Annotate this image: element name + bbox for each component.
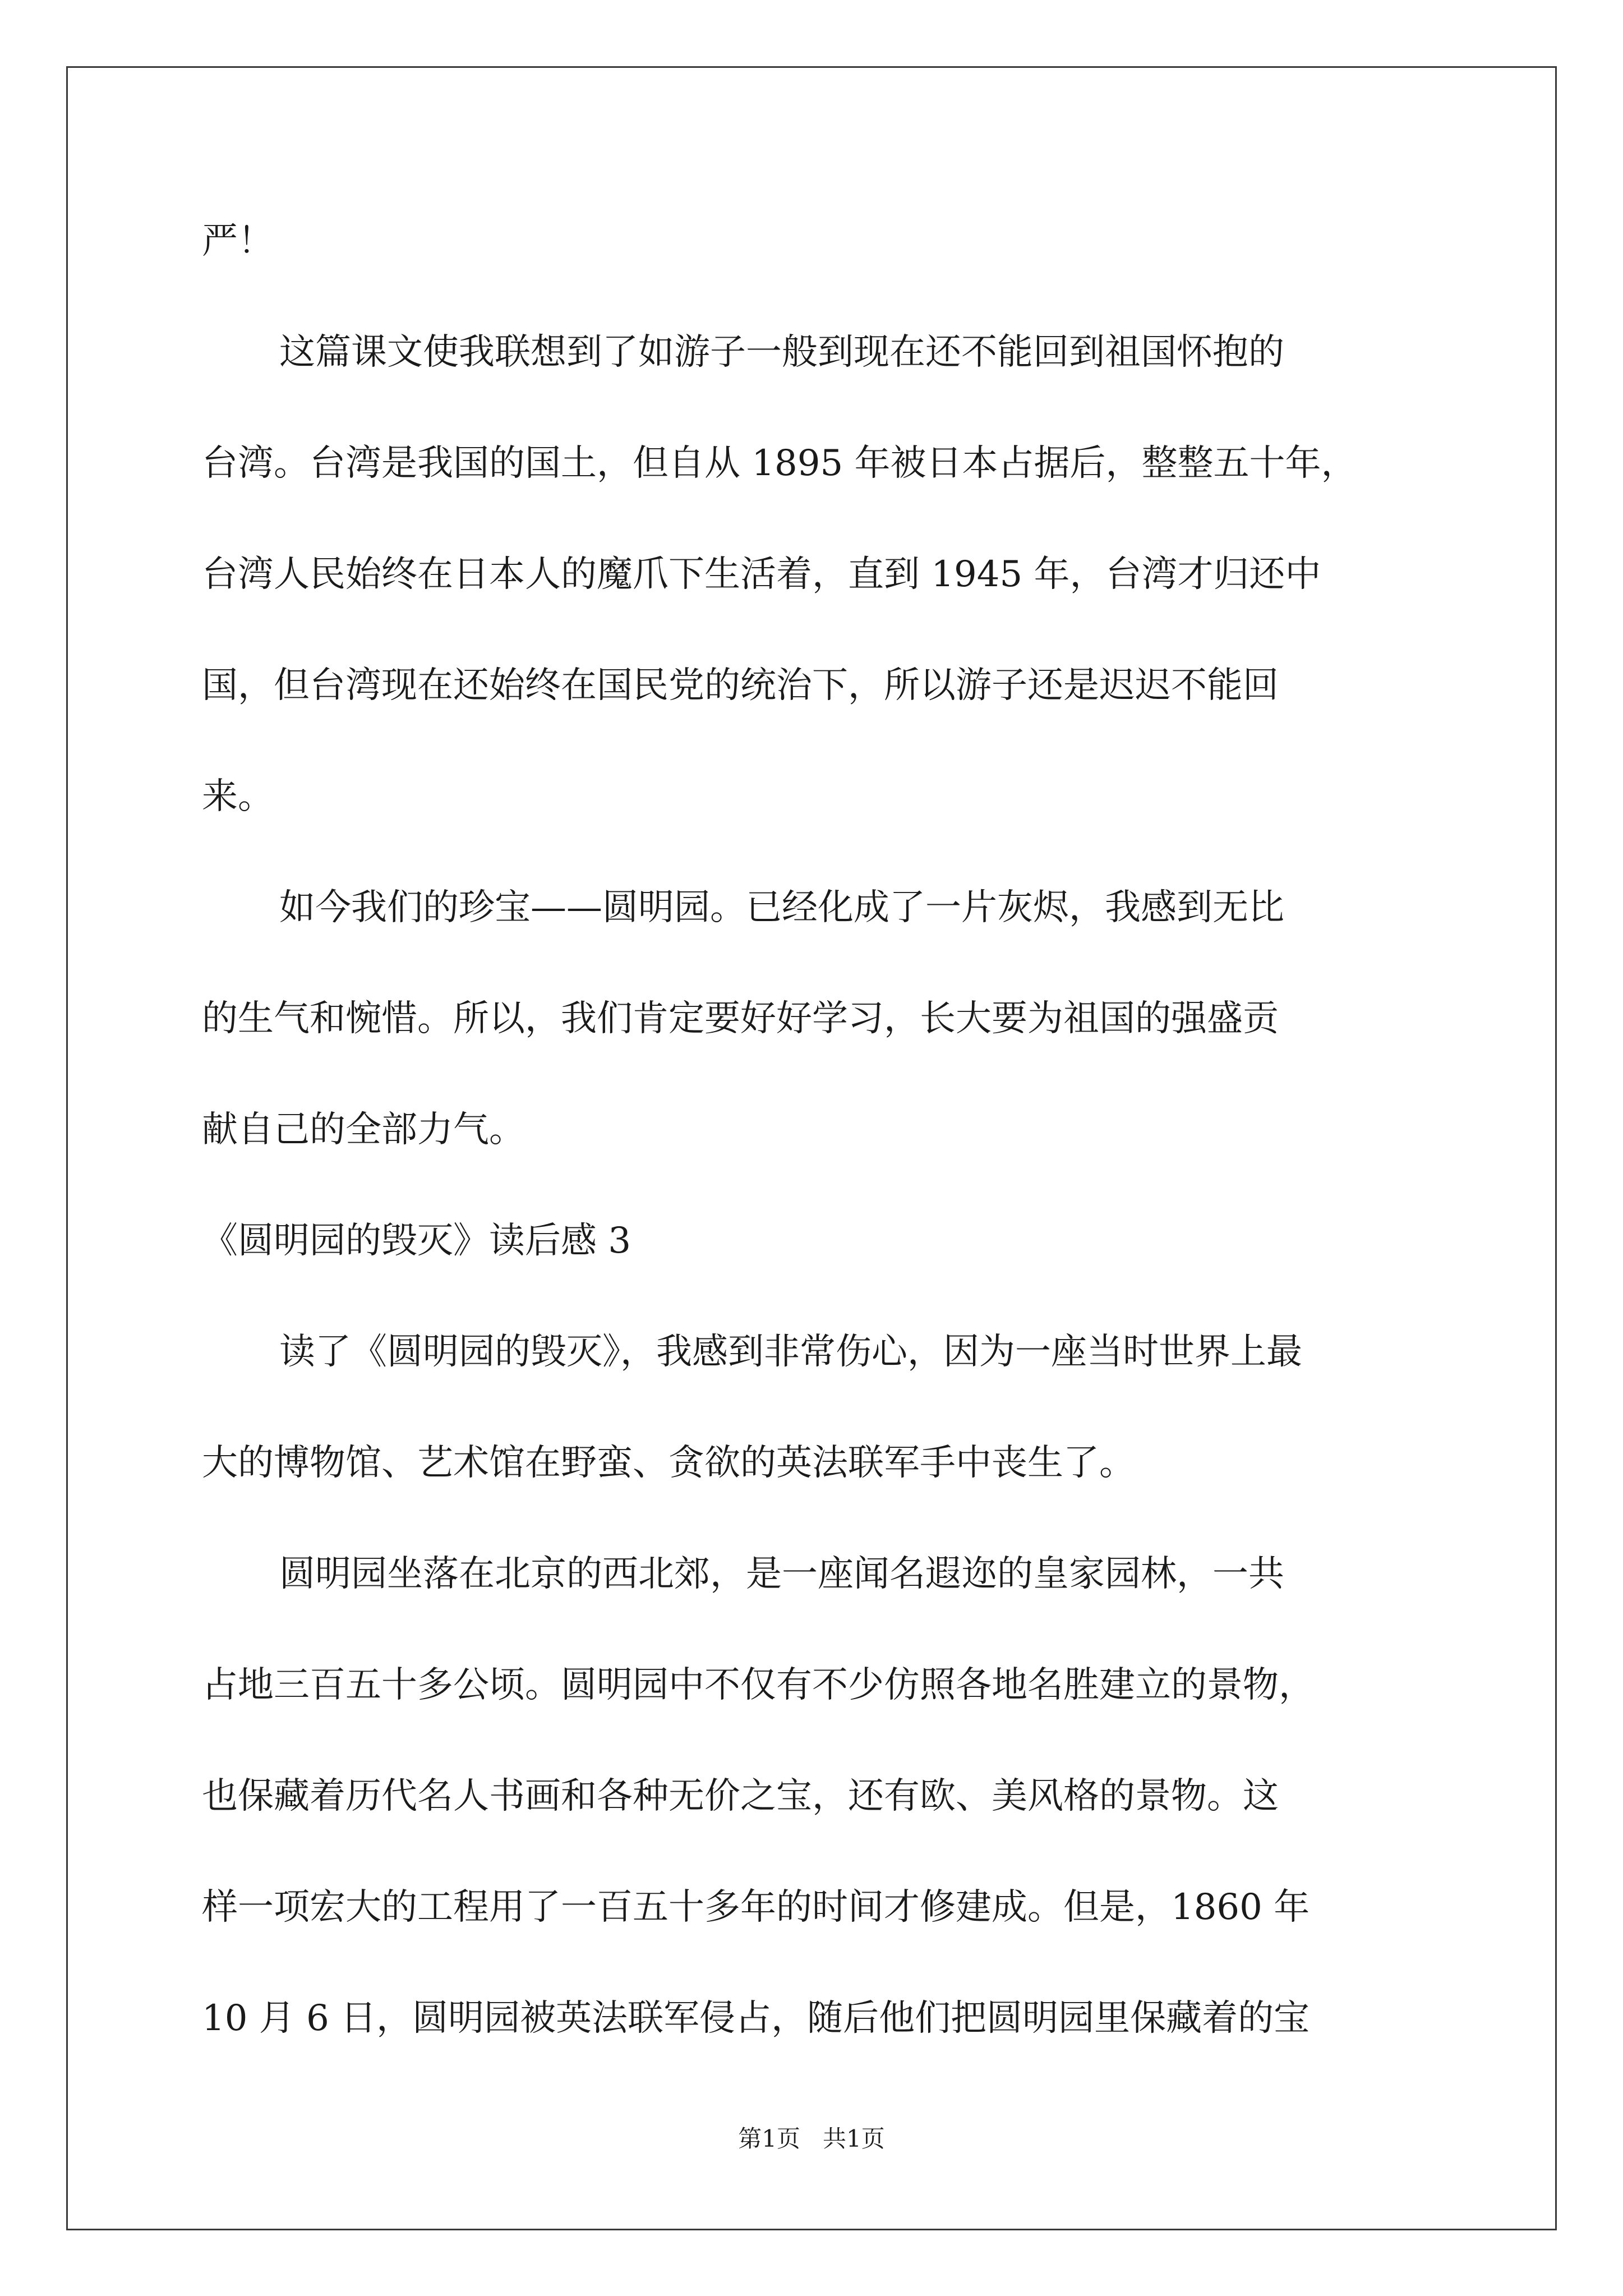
- text-line: 10 月 6 日，圆明园被英法联军侵占，随后他们把圆明园里保藏着的宝: [202, 1998, 1310, 2039]
- text-line: 严！: [202, 220, 274, 262]
- text-line: 台湾。台湾是我国的国土，但自从 1895 年被日本占据后，整整五十年，: [202, 443, 1357, 484]
- page-number-footer: 第1页 共1页: [738, 2125, 885, 2152]
- section-heading: 《圆明园的毁灭》读后感 3: [202, 1220, 631, 1262]
- text-line: 大的博物馆、艺术馆在野蛮、贪欲的英法联军手中丧生了。: [202, 1442, 1135, 1484]
- paragraph-start-line: 如今我们的珍宝——圆明园。已经化成了一片灰烬，我感到无比: [279, 887, 1284, 928]
- text-line: 献自己的全部力气。: [202, 1109, 525, 1151]
- text-line: 台湾人民始终在日本人的魔爪下生活着，直到 1945 年，台湾才归还中: [202, 554, 1321, 595]
- paragraph-start-line: 这篇课文使我联想到了如游子一般到现在还不能回到祖国怀抱的: [279, 332, 1284, 373]
- text-line: 也保藏着历代名人书画和各种无价之宝，还有欧、美风格的景物。这: [202, 1775, 1279, 1817]
- text-line: 国，但台湾现在还始终在国民党的统治下，所以游子还是迟迟不能回: [202, 665, 1279, 706]
- paragraph-start-line: 读了《圆明园的毁灭》，我感到非常伤心，因为一座当时世界上最: [279, 1331, 1302, 1373]
- paragraph-start-line: 圆明园坐落在北京的西北郊，是一座闻名遐迩的皇家园林，一共: [279, 1553, 1284, 1595]
- text-line: 来。: [202, 776, 274, 817]
- document-body: [202, 218, 1436, 2042]
- text-line: 占地三百五十多公顷。圆明园中不仅有不少仿照各地名胜建立的景物，: [202, 1664, 1315, 1706]
- text-line: 的生气和惋惜。所以，我们肯定要好好学习，长大要为祖国的强盛贡: [202, 998, 1279, 1039]
- text-line: 样一项宏大的工程用了一百五十多年的时间才修建成。但是，1860 年: [202, 1887, 1310, 1928]
